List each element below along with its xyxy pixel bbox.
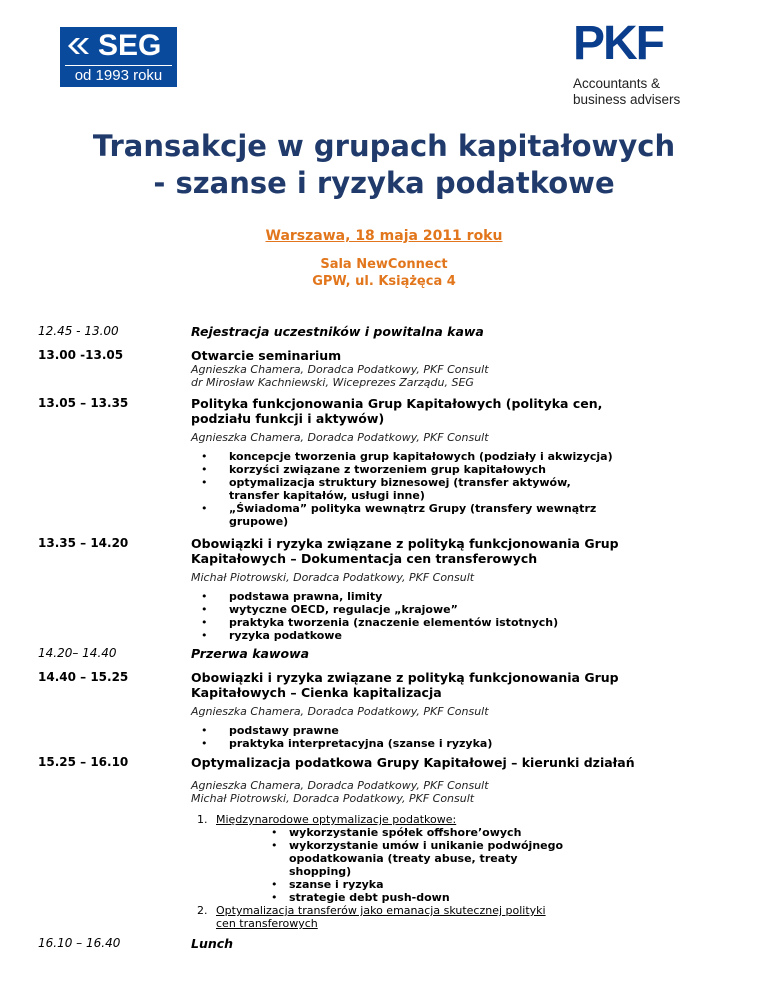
list-item-text: Optymalizacja transferów jako emanacja skutecznej polityki bbox=[216, 904, 546, 917]
agenda-bullet-list bbox=[201, 450, 671, 528]
list-item: • wykorzystanie umów i unikanie podwójnego opodatkowania (treaty abuse, treaty shopping) bbox=[271, 839, 579, 878]
agenda-title-line: Polityka funkcjonowania Grup Kapitałowych (polityka cen, bbox=[191, 396, 603, 411]
list-item: • korzyści związane z tworzeniem grup kapitałowych bbox=[201, 463, 671, 476]
list-item: • optymalizacja struktury biznesowej (transfer aktywów, transfer kapitałów, usługi inne) bbox=[201, 476, 609, 502]
agenda-time: 13.05 – 13.35 bbox=[38, 396, 129, 410]
seg-logo-tagline: od 1993 roku bbox=[74, 67, 163, 84]
agenda-title-line: podziału funkcji i aktywów) bbox=[191, 411, 385, 426]
agenda-speaker: Agnieszka Chamera, Doradca Podatkowy, PKF Consult bbox=[191, 779, 489, 792]
venue-name: Sala NewConnect bbox=[320, 257, 448, 272]
seg-logo-divider bbox=[65, 65, 172, 66]
agenda-numbered-list bbox=[191, 813, 711, 930]
agenda-speaker: Michał Piotrowski, Doradca Podatkowy, PKF Consult bbox=[191, 792, 475, 805]
seg-logo-word: SEG bbox=[98, 29, 162, 62]
list-item bbox=[191, 813, 711, 904]
title-line-1: Transakcje w grupach kapitałowych bbox=[92, 129, 676, 163]
list-item: • podstawa prawna, limity bbox=[201, 590, 711, 603]
agenda-bullet-list bbox=[201, 724, 711, 750]
agenda-title-line: Obowiązki i ryzyka związane z polityką funkcjonowania Grup bbox=[191, 536, 619, 551]
event-date: Warszawa, 18 maja 2011 roku bbox=[265, 228, 503, 244]
agenda-speaker: dr Mirosław Kachniewski, Wiceprezes Zarządu, SEG bbox=[191, 376, 474, 389]
pkf-logo-word: PKF bbox=[573, 17, 663, 70]
list-item: • ryzyka podatkowe bbox=[201, 629, 711, 642]
document-title bbox=[0, 128, 768, 202]
pkf-logo-tagline-2: business advisers bbox=[573, 92, 681, 107]
event-venue bbox=[0, 256, 768, 290]
list-item: • praktyka interpretacyjna (szanse i ryzyka) bbox=[201, 737, 711, 750]
seg-logo bbox=[60, 27, 177, 87]
list-item bbox=[191, 904, 711, 930]
list-item: • podstawy prawne bbox=[201, 724, 711, 737]
list-item: • szanse i ryzyka bbox=[271, 878, 711, 891]
agenda-title: Otwarcie seminarium bbox=[191, 348, 342, 363]
agenda-title: Rejestracja uczestników i powitalna kawa bbox=[191, 324, 484, 339]
seg-chevron-icon bbox=[68, 35, 92, 57]
agenda-bullet-list bbox=[201, 590, 711, 642]
list-item: • strategie debt push-down bbox=[271, 891, 711, 904]
agenda-title-line: Kapitałowych – Cienka kapitalizacja bbox=[191, 685, 442, 700]
agenda-speaker: Agnieszka Chamera, Doradca Podatkowy, PKF Consult bbox=[191, 705, 489, 718]
list-item: • praktyka tworzenia (znaczenie elementów istotnych) bbox=[201, 616, 711, 629]
agenda-title: Optymalizacja podatkowa Grupy Kapitałowej – kierunki działań bbox=[191, 755, 635, 770]
list-item: • wykorzystanie spółek offshore’owych bbox=[271, 826, 711, 839]
agenda-time: 13.00 -13.05 bbox=[38, 348, 124, 362]
agenda-title-line: Kapitałowych – Dokumentacja cen transferowych bbox=[191, 551, 538, 566]
agenda-time: 12.45 - 13.00 bbox=[38, 324, 119, 338]
list-item-text: cen transferowych bbox=[216, 917, 318, 930]
agenda-time: 14.40 – 15.25 bbox=[38, 670, 129, 684]
agenda-title: Przerwa kawowa bbox=[191, 646, 310, 661]
agenda-time: 16.10 – 16.40 bbox=[38, 936, 121, 950]
list-number: 1. bbox=[197, 813, 208, 826]
venue-address: GPW, ul. Książęca 4 bbox=[312, 274, 456, 289]
agenda-title: Lunch bbox=[191, 936, 234, 951]
agenda-title-line: Obowiązki i ryzyka związane z polityką funkcjonowania Grup bbox=[191, 670, 619, 685]
agenda-time: 13.35 – 14.20 bbox=[38, 536, 129, 550]
list-number: 2. bbox=[197, 904, 208, 917]
title-line-2: - szanse i ryzyka podatkowe bbox=[153, 166, 615, 200]
agenda-time: 15.25 – 16.10 bbox=[38, 755, 129, 769]
pkf-logo bbox=[573, 17, 713, 110]
list-item-text: Międzynarodowe optymalizacje podatkowe: bbox=[216, 813, 457, 826]
list-item: • „Świadoma” polityka wewnątrz Grupy (transfery wewnątrz grupowe) bbox=[201, 502, 629, 528]
pkf-logo-tagline-1: Accountants & bbox=[573, 76, 661, 91]
agenda-speaker: Michał Piotrowski, Doradca Podatkowy, PKF Consult bbox=[191, 571, 475, 584]
list-item: • wytyczne OECD, regulacje „krajowe” bbox=[201, 603, 711, 616]
sub-bullet-list bbox=[216, 826, 711, 904]
agenda-speaker: Agnieszka Chamera, Doradca Podatkowy, PKF Consult bbox=[191, 431, 489, 444]
list-item: • koncepcje tworzenia grup kapitałowych (podziały i akwizycja) bbox=[201, 450, 671, 463]
agenda-time: 14.20– 14.40 bbox=[38, 646, 117, 660]
agenda-speaker: Agnieszka Chamera, Doradca Podatkowy, PKF Consult bbox=[191, 363, 489, 376]
